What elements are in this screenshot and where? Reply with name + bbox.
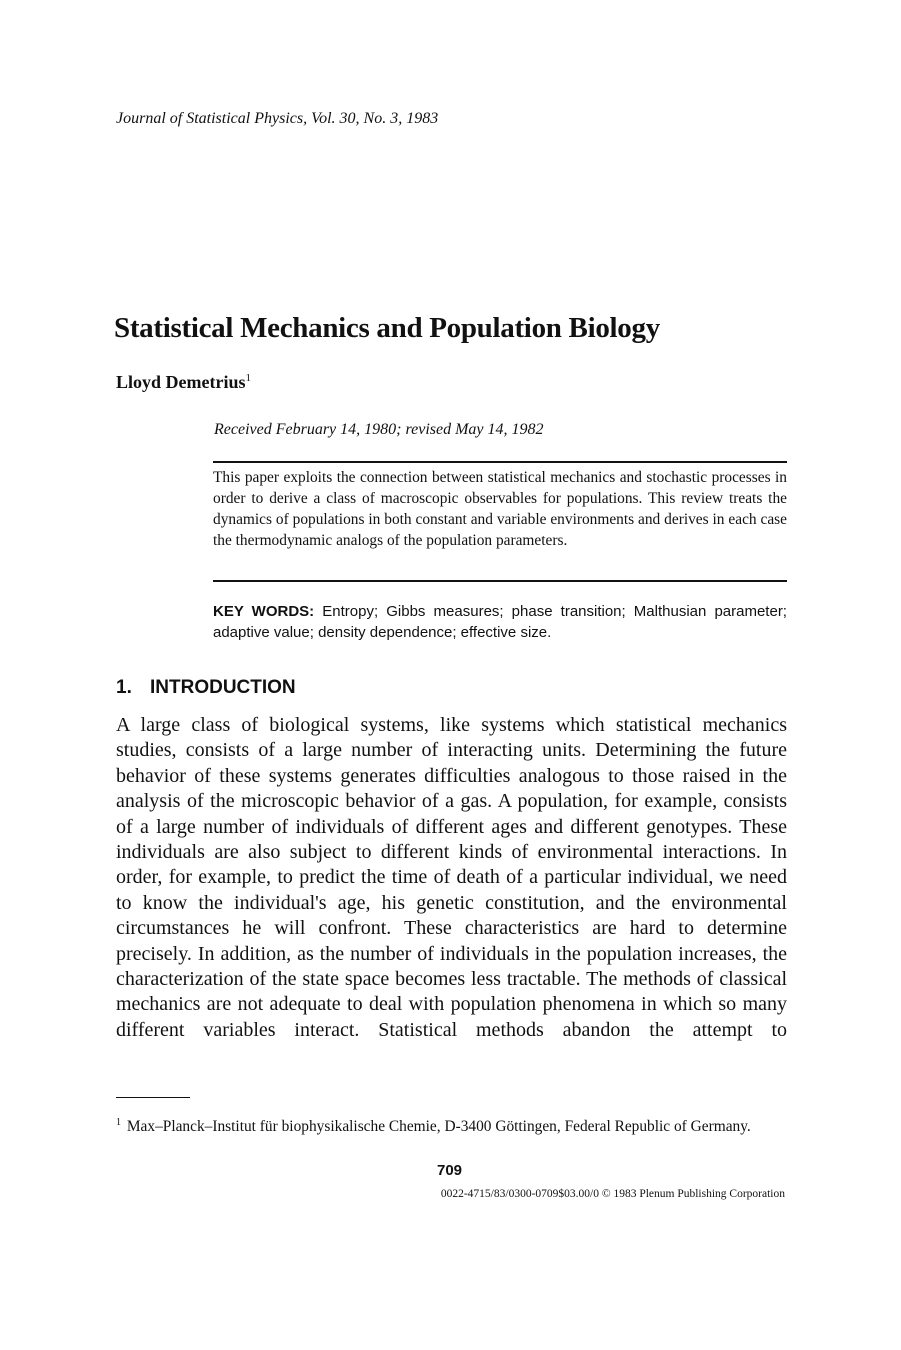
copyright-line: 0022-4715/83/0300-0709$03.00/0 © 1983 Plenum Publishing Corporation [440,1188,785,1200]
author-name: Lloyd Demetrius [116,372,246,392]
section-number: 1. [116,677,132,698]
page-number: 709 [437,1162,463,1179]
section-title: INTRODUCTION [150,677,296,698]
abstract-top-rule [213,461,787,463]
footnote [116,1112,787,1137]
footnote-mark: 1 [116,1117,121,1128]
author-footnote-mark: 1 [245,372,251,384]
section-heading [116,677,296,699]
abstract: This paper exploits the connection between statistical mechanics and stochastic processes in order to derive a class of macroscopic observables for populations. This review treats the dynamics of populations in both constant and variable environments and derives in each case the thermodynamic analogs of the population parameters. [213,469,787,549]
journal-citation: Journal of Statistical Physics, Vol. 30, No. 3, 1983 [116,110,439,127]
footnote-text: Max–Planck–Institut für biophysikalische Chemie, D-3400 Göttingen, Federal Republic of Germany. [126,1118,751,1135]
received-dates: Received February 14, 1980; revised May 14, 1982 [214,421,544,438]
keywords-text: Entropy; Gibbs measures; phase transition; Malthusian parameter; adaptive value; density dependence; effective size. [213,603,787,641]
paper-title: Statistical Mechanics and Population Biology [114,312,660,344]
author-line [116,372,251,393]
introduction-paragraph: A large class of biological systems, like systems which statistical mechanics studies, consists of a large number of interacting units. Determining the future behavior of these systems generates difficulties analogous to those raised in the analysis of the microscopic behavior of a gas. A population, for example, consists of a large number of individuals of different ages and different genotypes. These individuals are also subject to different kinds of environmental interactions. In order, for example, to predict the time of death of a particular individual, we need to know the individual's age, his genetic constitution, and the environmental circumstances he will confront. These characteristics are hard to determine precisely. In addition, as the number of individuals in the population increases, the characterization of the state space becomes less tractable. The methods of classical mechanics are not adequate to deal with population phenomena in which so many different variables interact. Statistical methods abandon the attempt to [116,714,787,1041]
keywords-label: KEY WORDS: [213,603,315,620]
abstract-bottom-rule [213,580,787,582]
keywords [213,601,787,643]
footnote-rule [116,1097,190,1098]
